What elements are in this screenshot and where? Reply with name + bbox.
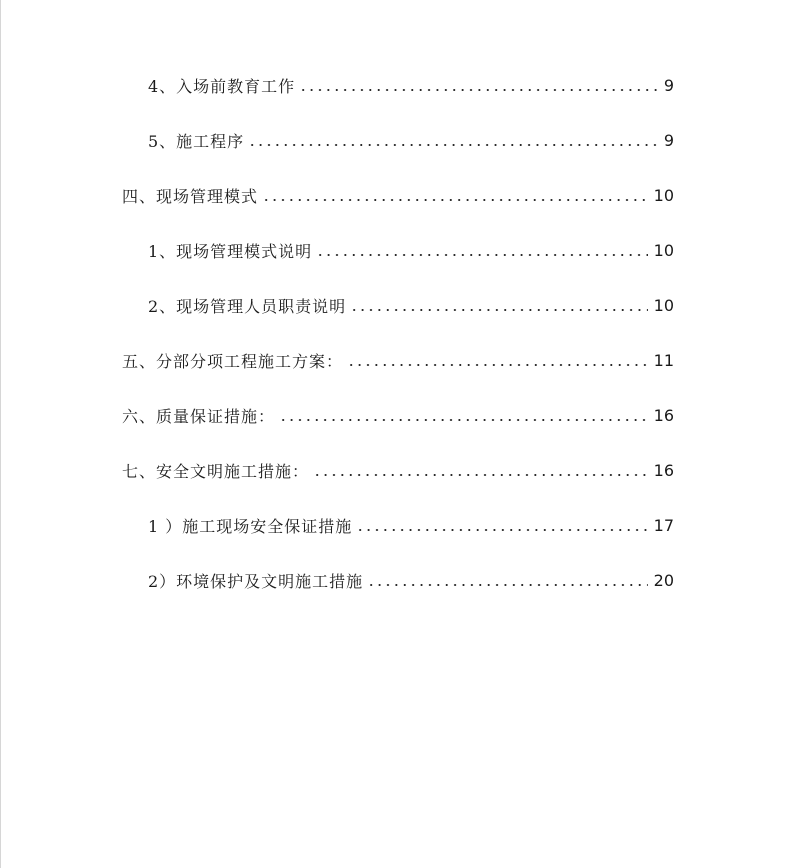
toc-entry[interactable] [148,73,674,97]
toc-entry-page: 9 [663,75,674,95]
toc-entry[interactable] [148,293,674,317]
toc-entry-page: 10 [653,295,674,315]
toc-entry-page: 16 [653,460,674,480]
toc-entry-title: 2、现场管理人员职责说明 [148,296,347,316]
toc-dot-leader [279,418,648,422]
toc-entry-title: 1 ）施工现场安全保证措施 [148,516,353,536]
toc-dot-leader [313,473,648,477]
toc-dot-leader [262,198,648,202]
toc-entry[interactable] [122,458,674,482]
toc-dot-leader [316,253,647,257]
page-left-edge [0,0,1,868]
toc-entry[interactable] [148,513,674,537]
toc-entry[interactable] [122,348,674,372]
toc-entry-title: 5、施工程序 [148,131,245,151]
toc-entry[interactable] [122,403,674,427]
toc-dot-leader [347,363,648,367]
toc-dot-leader [248,143,658,147]
toc-entry-page: 17 [653,515,674,535]
toc-dot-leader [356,528,647,532]
toc-entry-title: 六、质量保证措施： [122,406,276,426]
toc-entry-title: 1、现场管理模式说明 [148,241,313,261]
toc-entry-title: 四、现场管理模式 [122,186,259,206]
toc-entry[interactable] [148,238,674,262]
toc-entry-page: 16 [653,405,674,425]
toc-entry[interactable] [148,568,674,592]
toc-entry[interactable] [122,183,674,207]
toc-entry-page: 10 [653,240,674,260]
toc-entry-page: 10 [653,185,674,205]
toc-entry-title: 五、分部分项工程施工方案： [122,351,344,371]
toc-entry-title: 2）环境保护及文明施工措施 [148,571,364,591]
toc-entry-page: 9 [663,130,674,150]
toc-dot-leader [299,88,658,92]
toc-entry-title: 七、安全文明施工措施： [122,461,310,481]
toc-entry[interactable] [148,128,674,152]
toc-dot-leader [367,583,647,587]
toc-entry-page: 20 [653,570,674,590]
toc-entry-title: 4、入场前教育工作 [148,76,296,96]
toc-dot-leader [350,308,647,312]
toc-entry-page: 11 [653,350,674,370]
